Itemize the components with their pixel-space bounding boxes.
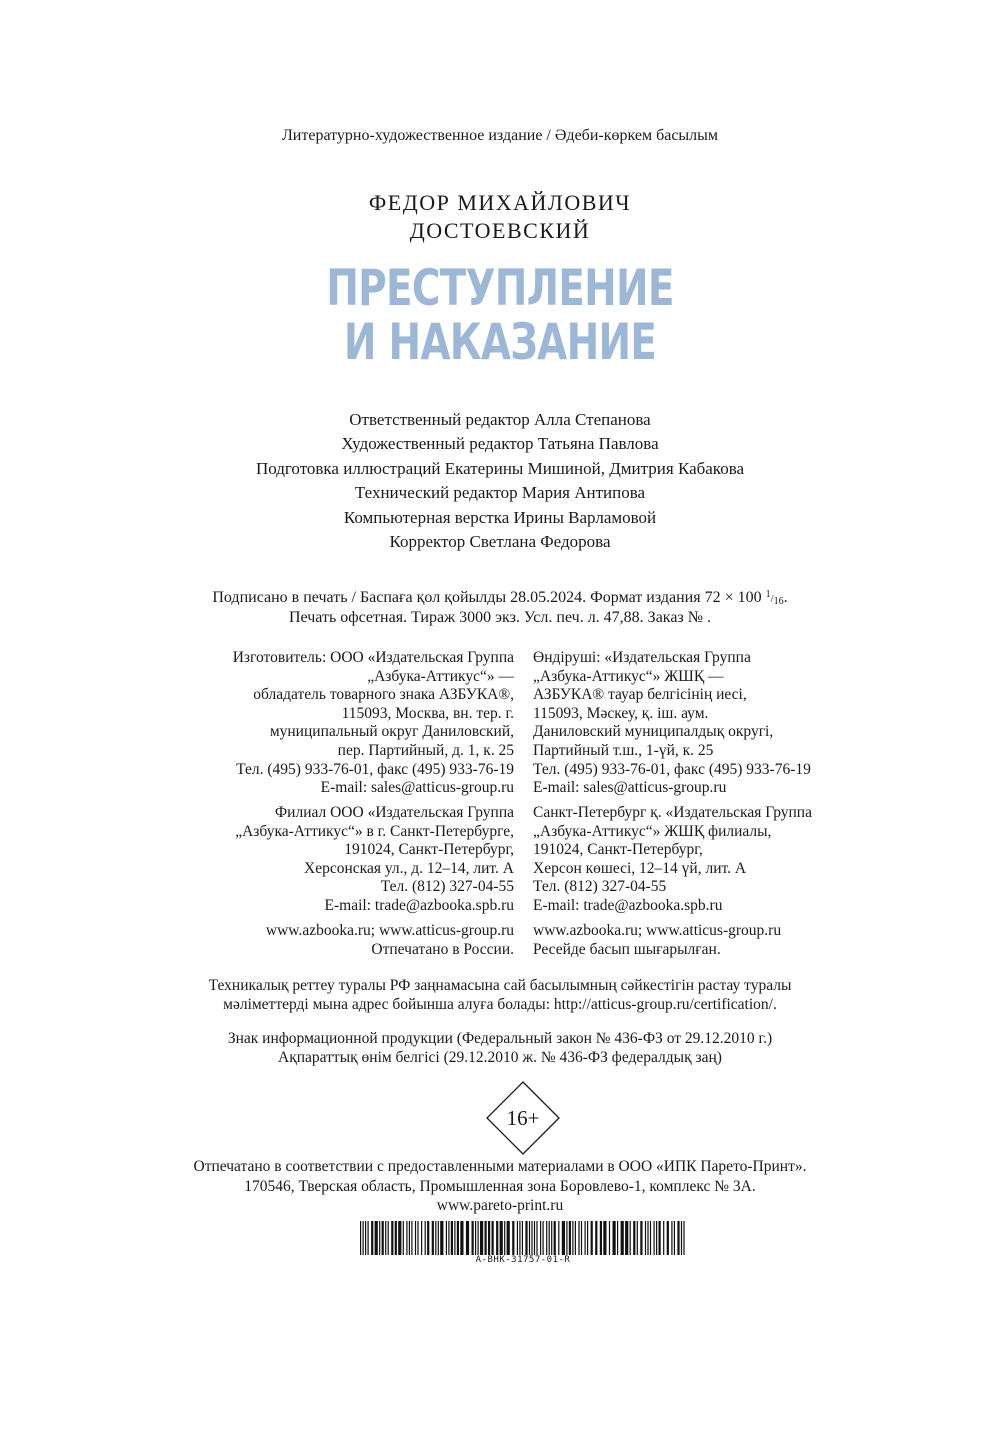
certification-line-2: мәліметтерді мына адрес бойынша алуға болады: http://atticus-group.ru/certification/.: [223, 996, 777, 1013]
barcode-icon: [358, 1221, 688, 1255]
branch-ru-line: E-mail: trade@azbooka.spb.ru: [324, 896, 514, 914]
web-ru: [266, 922, 514, 959]
manufacturer-kz-line: E-mail: sales@atticus-group.ru: [533, 779, 727, 797]
manufacturer-ru-line: Изготовитель: ООО «Издательская Группа: [232, 649, 514, 666]
manufacturer-kz-line: „Азбука-Аттикус“» ЖШҚ —: [533, 667, 724, 685]
credit-line: Художественный редактор Татьяна Павлова: [341, 434, 659, 454]
age-rating-text: 16+: [506, 1106, 540, 1130]
credit-line: Компьютерная верстка Ирины Варламовой: [343, 507, 657, 527]
barcode-label: A-BHK-31757-01-R: [475, 1255, 571, 1265]
branch-kz-line: 191024, Санкт-Петербург,: [533, 841, 703, 859]
branch-kz-line: E-mail: trade@azbooka.spb.ru: [533, 896, 723, 914]
credit-line: Корректор Светлана Федорова: [389, 532, 611, 552]
manufacturer-ru-line: 115093, Москва, вн. тер. г.: [341, 704, 514, 722]
info-sign-line-2: Ақпараттық өнім белгісі (29.12.2010 ж. № 436-ФЗ федералдық заң): [278, 1049, 722, 1066]
branch-kz-line: „Азбука-Аттикус“» ЖШҚ филиалы,: [533, 822, 772, 840]
age-rating-badge: [485, 1080, 561, 1156]
certification-line-1: Техникалық реттеу туралы РФ заңнамасына сай басылымның сәйкестігін растау туралы: [208, 977, 792, 994]
manufacturer-kz-line: Өндіруші: «Издательская Группа: [533, 649, 751, 666]
author-surname: ДОСТОЕВСКИЙ: [409, 218, 591, 243]
genre-label: Литературно-художественное издание / Әдеби-көркем басылым: [281, 127, 719, 144]
credits-block: [0, 408, 1000, 554]
book-title-line-1: ПРЕСТУПЛЕНИЕ: [326, 259, 674, 317]
format-fraction: $^1/_{16}$: [765, 589, 784, 607]
branch-ru-line: Тел. (812) 327-04-55: [380, 878, 514, 896]
web-kz-line: Ресейде басып шығарылған.: [533, 940, 721, 958]
print-info-line-2: Печать офсетная. Тираж 3000 экз. Усл. печ. л. 47,88. Заказ № .: [288, 609, 712, 626]
manufacturer-kz-line: Партийный т.ш., 1-үй, к. 25: [533, 741, 714, 759]
author-first-names: ФЕДОР МИХАЙЛОВИЧ: [368, 190, 632, 215]
manufacturer-kz: [533, 649, 811, 798]
branch-kz-line: Херсон көшесі, 12–14 үй, лит. А: [533, 859, 747, 877]
credit-line: Подготовка иллюстраций Екатерины Мишиной, Дмитрия Кабакова: [255, 458, 745, 478]
print-info-line-1: [0, 589, 1000, 607]
manufacturer-kz-line: Тел. (495) 933-76-01, факс (495) 933-76-19: [533, 760, 811, 778]
branch-kz-line: Санкт-Петербург қ. «Издательская Группа: [533, 804, 812, 821]
web-ru-line: Отпечатано в России.: [371, 940, 514, 958]
web-kz: [533, 922, 781, 959]
manufacturer-kz-line: АЗБУКА® тауар белгісінің иесі,: [533, 686, 747, 704]
book-title-line-2: И НАКАЗАНИЕ: [343, 313, 657, 371]
manufacturer-ru-line: „Азбука-Аттикус“» —: [367, 667, 514, 685]
branch-ru-line: Херсонская ул., д. 12–14, лит. А: [304, 859, 514, 877]
credit-line: Ответственный редактор Алла Степанова: [349, 410, 651, 429]
manufacturer-ru-line: Тел. (495) 933-76-01, факс (495) 933-76-19: [236, 760, 514, 778]
fraction-denominator: 16: [773, 596, 784, 607]
print-info-text: Подписано в печать / Баспаға қол қойылды 28.05.2024. Формат издания 72 × 100: [212, 589, 766, 606]
fraction-numerator: 1: [765, 589, 771, 600]
credit-line: Технический редактор Мария Антипова: [354, 483, 646, 503]
manufacturer-kz-line: 115093, Мәскеу, қ. іш. аум.: [533, 704, 709, 722]
manufacturer-ru-line: пер. Партийный, д. 1, к. 25: [337, 741, 514, 759]
manufacturer-ru: [233, 649, 514, 798]
branch-ru-line: Филиал ООО «Издательская Группа: [274, 804, 514, 821]
branch-kz-line: Тел. (812) 327-04-55: [533, 878, 667, 896]
branch-ru-line: 191024, Санкт-Петербург,: [344, 841, 514, 859]
manufacturer-ru-line: E-mail: sales@atticus-group.ru: [320, 779, 514, 797]
manufacturer-ru-line: обладатель товарного знака АЗБУКА®,: [253, 686, 514, 704]
web-ru-line: www.azbooka.ru; www.atticus-group.ru: [265, 922, 514, 939]
print-info-end: .: [783, 589, 788, 606]
printer-line-1: Отпечатано в соответствии с предоставленными материалами в ООО «ИПК Парето-Принт».: [193, 1158, 807, 1175]
manufacturer-kz-line: Даниловский муниципалдық округі,: [533, 723, 774, 741]
printer-website: www.pareto-print.ru: [436, 1197, 564, 1214]
info-sign-line-1: Знак информационной продукции (Федеральный закон № 436-ФЗ от 29.12.2010 г.): [227, 1030, 773, 1047]
branch-ru-line: „Азбука-Аттикус“» в г. Санкт-Петербурге,: [235, 822, 514, 840]
manufacturer-ru-line: муниципальный округ Даниловский,: [269, 723, 514, 741]
printer-line-2: 170546, Тверская область, Промышленная зона Боровлево-1, комплекс № 3А.: [244, 1178, 756, 1195]
branch-kz: [533, 804, 812, 916]
web-kz-line: www.azbooka.ru; www.atticus-group.ru: [533, 922, 782, 939]
branch-ru: [235, 804, 514, 916]
